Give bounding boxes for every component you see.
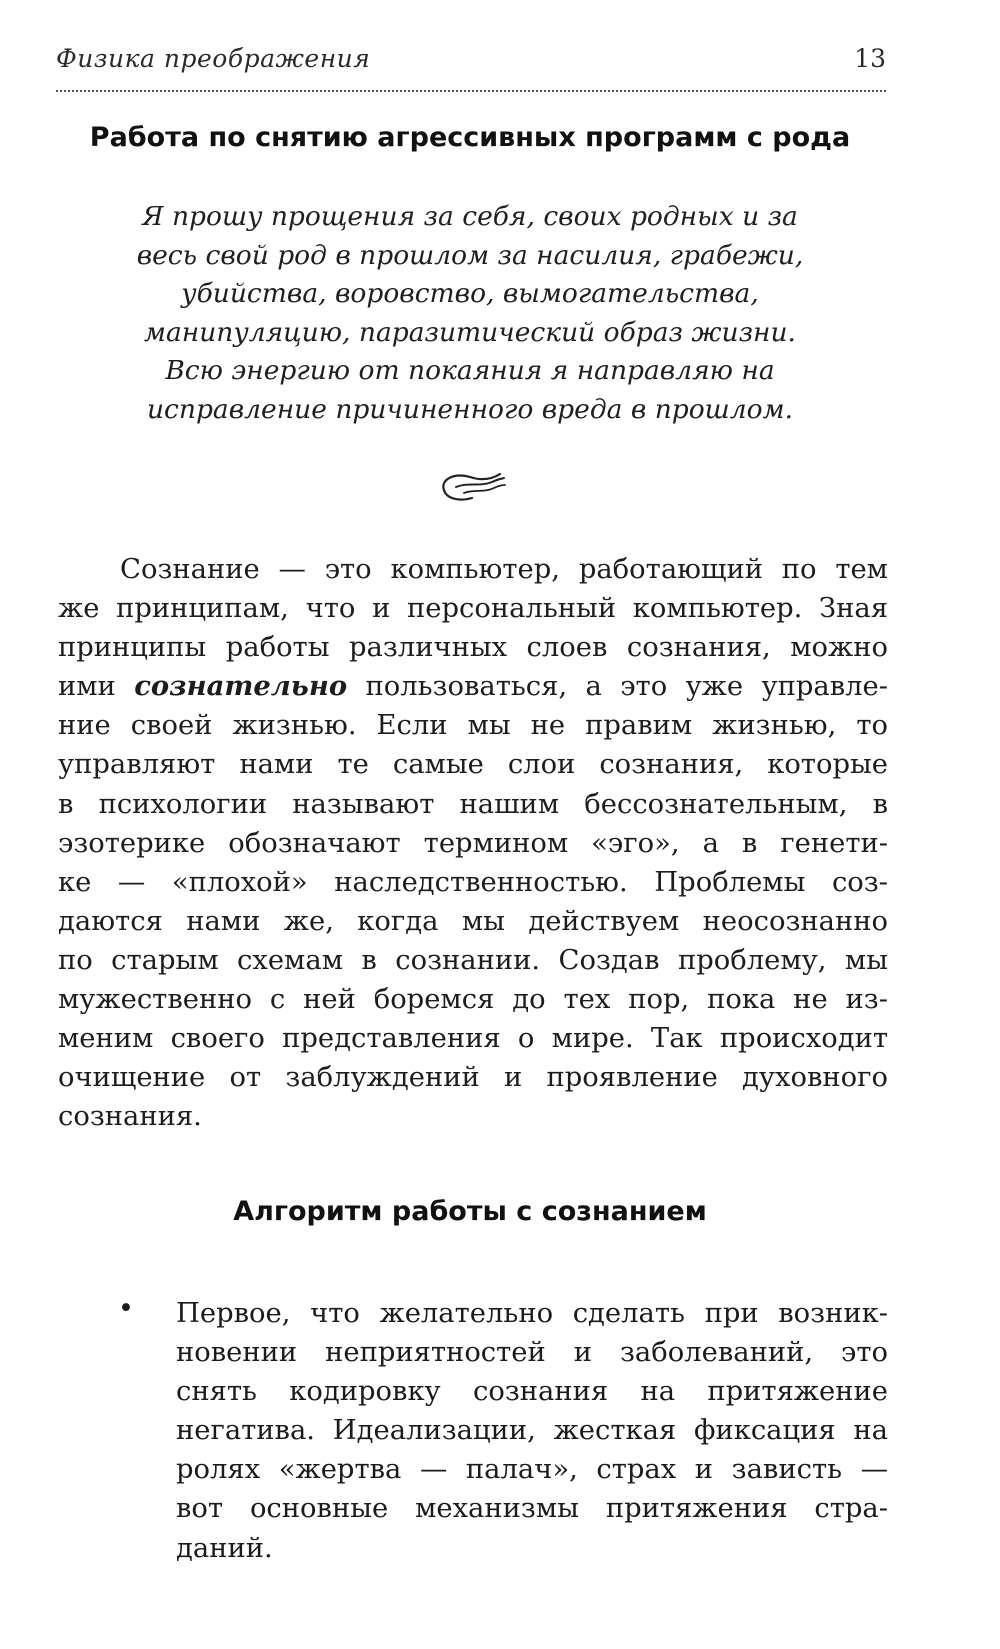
- paragraph-line: меним своего представления о мире. Так происходит: [58, 1023, 888, 1055]
- paragraph-line: мужественно с ней боремся до тех пор, пока не из-: [58, 984, 888, 1016]
- prayer-line: Я прошу прощения за себя, своих родных и за: [142, 201, 798, 232]
- page-number: 13: [854, 44, 886, 73]
- paragraph-text: пользоваться, а это уже управле-: [347, 671, 888, 703]
- bullet-icon: •: [118, 1293, 134, 1324]
- wave-flourish-icon: [430, 460, 510, 510]
- running-header: [56, 44, 886, 92]
- paragraph-line: сознания.: [58, 1101, 202, 1133]
- paragraph-line: [58, 667, 888, 706]
- bullet-line: новении неприятностей и заболеваний, это: [176, 1337, 888, 1369]
- paragraph-line: же принципам, что и персональный компьютер. Зная: [58, 593, 888, 625]
- prayer-text: [0, 198, 940, 430]
- paragraph-line: по старым схемам в сознании. Создав проблему, мы: [58, 944, 888, 976]
- bullet-line: вот основные механизмы притяжения стра-: [176, 1493, 888, 1525]
- prayer-line: манипуляцию, паразитический образ жизни.: [144, 316, 796, 348]
- prayer-line: убийства, воровство, вымогательства,: [181, 278, 759, 310]
- bullet-line: негатива. Идеализации, жесткая фиксация на: [176, 1415, 888, 1447]
- paragraph-line: ние своей жизнью. Если мы не правим жизнью, то: [58, 710, 888, 742]
- paragraph-line: ке — «плохой» наследственностью. Проблемы соз-: [58, 866, 888, 898]
- section-heading-aggressive-programs: Работа по снятию агрессивных программ с рода: [89, 122, 851, 153]
- bullet-line: ролях «жертва — палач», страх и зависть —: [176, 1454, 888, 1486]
- section-heading-algorithm: Алгоритм работы с сознанием: [233, 1196, 707, 1227]
- paragraph-line: очищение от заблуждений и проявление духовного: [58, 1062, 888, 1094]
- prayer-line: весь свой род в прошлом за насилия, грабежи,: [136, 239, 804, 271]
- paragraph-line: эзотерике обозначают термином «эго», а в генети-: [58, 827, 888, 859]
- paragraph-line: даются нами же, когда мы действуем неосознанно: [58, 905, 888, 937]
- prayer-line: исправление причиненного вреда в прошлом.: [146, 393, 793, 425]
- bullet-line: Первое, что желательно сделать при возник-: [176, 1298, 888, 1329]
- body-paragraph: [58, 550, 888, 1136]
- paragraph-line: управляют нами те самые слои сознания, которые: [58, 749, 888, 781]
- emphasized-word: сознательно: [134, 670, 348, 703]
- prayer-line: Всю энергию от покаяния я направляю на: [165, 355, 775, 387]
- paragraph-line: в психологии называют нашим бессознательным, в: [58, 788, 888, 820]
- bullet-item: [176, 1295, 888, 1569]
- running-title: Физика преображения: [56, 44, 371, 73]
- paragraph-text: ими: [58, 671, 135, 703]
- paragraph-line: Сознание — это компьютер, работающий по тем: [120, 554, 888, 585]
- bullet-line: снять кодировку сознания на притяжение: [176, 1376, 888, 1408]
- bullet-line: даний.: [176, 1532, 273, 1564]
- paragraph-line: принципы работы различных слоев сознания, можно: [58, 632, 888, 664]
